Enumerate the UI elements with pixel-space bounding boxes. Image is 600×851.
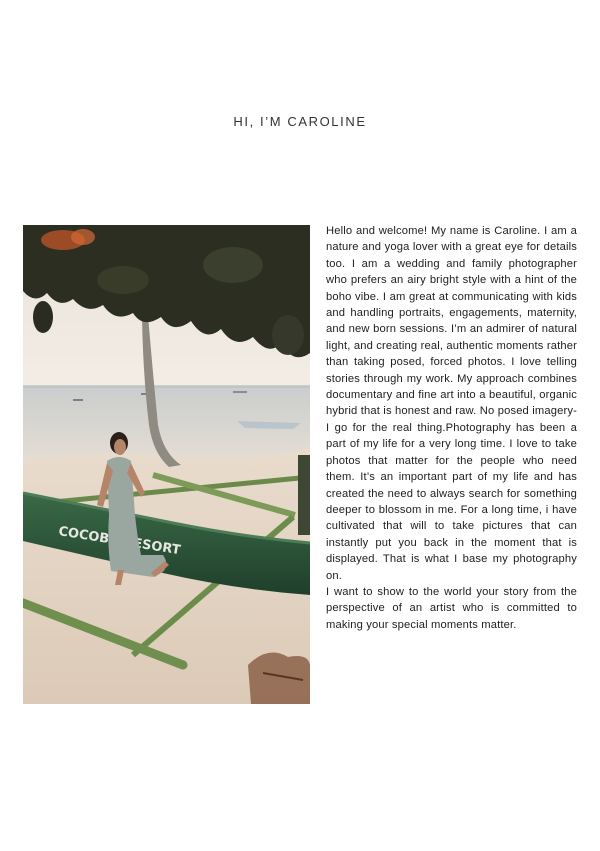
- bio-text: [326, 223, 577, 633]
- boat-hull-text: COCOBA RESORT: [57, 524, 182, 559]
- page-title: HI, I’M CAROLINE: [233, 114, 367, 129]
- beach-photo: [23, 225, 310, 704]
- bio-paragraph: Hello and welcome! My name is Caroline. I am a nature and yoga lover with a great eye for details too. I am a wedding and family photographer who prefers an airy bright style with a hint of the boho vibe. I am great at communicating with kids and handling portraits, engagements, maternity, and new born sessions. I’m an admirer of natural light, and creating real, authentic moments rather than taking posed, forced photos. I love telling stories through my work. My approach combines documentary and fine art into a beautiful, organic hybrid that is honest and raw. No posed imagery-I go for the real thing.Photography has been a part of my life for a very long time. I love to take photos that matter for the people who need them. It’s an important part of my life and has created the need to always search for something deeper to blossom in me. For a long time, i have cultivated that will to take pictures that can instantly put you back in the moment that is displayed. That is what I base my photography on.: [326, 225, 577, 582]
- bio-paragraph: I want to show to the world your story from the perspective of an artist who is committed to making your special moments matter.: [326, 585, 577, 631]
